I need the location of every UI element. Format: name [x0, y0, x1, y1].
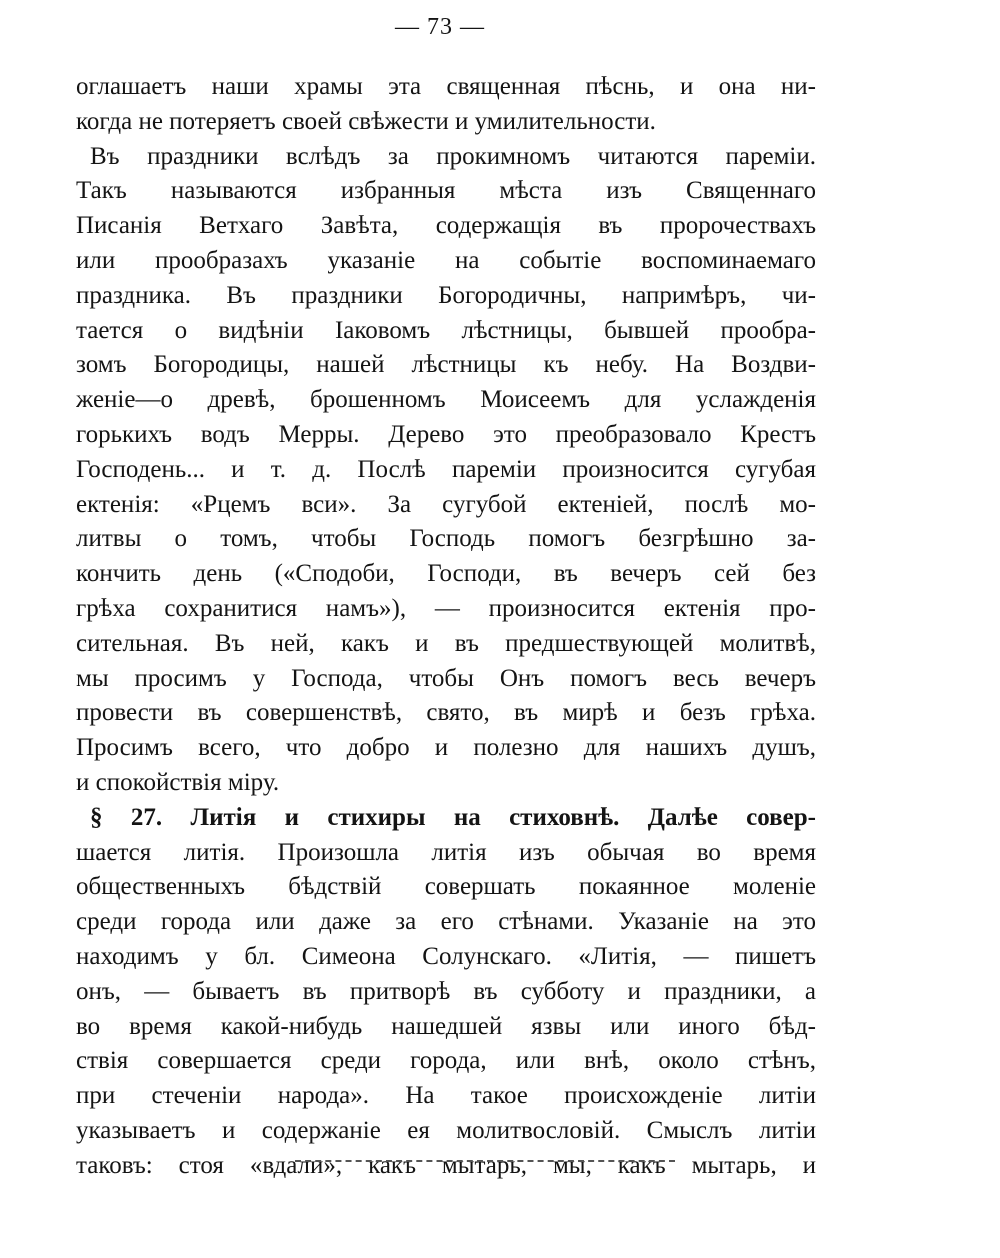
text-line: или прообразахъ указаніе на событіе воспоминаемаго [76, 246, 816, 274]
text-line: провести въ совершенствѣ, свято, въ мирѣ и безъ грѣха. [76, 699, 816, 727]
text-line: грѣха сохранитися намъ»), — произносится ектенія про- [76, 594, 816, 622]
text-line: зомъ Богородицы, нашей лѣстницы къ небу. На Воздви- [76, 351, 816, 379]
text-line: и спокойствія міру. [76, 768, 280, 796]
text-line: указываетъ и содержаніе ея молитвословій. Смыслъ литіи [76, 1116, 816, 1144]
text-line: кончить день («Сподоби, Господи, въ вечеръ сей без [76, 560, 816, 588]
section-heading-line: § 27. Литія и стихиры на стиховнѣ. Далѣе совер- [90, 803, 816, 831]
text-line: горькихъ водъ Мерры. Дерево это преобразовало Крестъ [76, 420, 816, 448]
text-line: находимъ у бл. Симеона Солунскаго. «Литія, — пишетъ [76, 942, 816, 970]
bottom-divider [295, 1160, 675, 1162]
text-line: Просимъ всего, что добро и полезно для нашихъ душъ, [76, 734, 816, 762]
text-line: во время какой-нибудь нашедшей язвы или иного бѣд- [76, 1012, 816, 1040]
text-line: онъ, — бываетъ въ притворѣ въ субботу и праздники, а [76, 977, 816, 1005]
text-line: оглашаетъ наши храмы эта священная пѣснь, и она ни- [76, 73, 816, 100]
text-line: когда не потеряетъ своей свѣжести и умилительности. [76, 107, 656, 135]
text-line: Такъ называются избранныя мѣста изъ Священнаго [76, 177, 816, 205]
text-line: общественныхъ бѣдствій совершать покаянное моленіе [76, 873, 816, 901]
text-line: тается о видѣніи Іаковомъ лѣстницы, бывшей прообра- [76, 316, 816, 344]
text-line: сительная. Въ ней, какъ и въ предшествующей молитвѣ, [76, 629, 816, 657]
paragraph-start-line: Въ праздники вслѣдъ за прокимномъ читаются пареміи. [90, 142, 816, 170]
text-line: женіе—о древѣ, брошенномъ Моисеемъ для услажденія [76, 386, 816, 414]
text-line: праздника. Въ праздники Богородичны, напримѣръ, чи- [76, 281, 816, 309]
text-line: Господень... и т. д. Послѣ пареміи произносится сугубая [76, 455, 816, 483]
text-line: шается литія. Произошла литія изъ обычая во время [76, 838, 816, 866]
text-line: среди города или даже за его стѣнами. Указаніе на это [76, 908, 816, 936]
page-number: — 73 — [395, 14, 485, 40]
text-line: Писанія Ветхаго Завѣта, содержащія въ пророчествахъ [76, 212, 816, 240]
text-line: ектенія: «Рцемъ вси». За сугубой ектеніей, послѣ мо- [76, 490, 816, 518]
text-line: таковъ: стоя «вдали», какъ мытарь, мы, какъ мытарь, и [76, 1151, 816, 1179]
text-line: при стеченіи народа». На такое происхожденіе литіи [76, 1082, 816, 1110]
text-line: литвы о томъ, чтобы Господь помогъ безгрѣшно за- [76, 525, 816, 553]
body-text [76, 70, 816, 1184]
text-line: мы просимъ у Господа, чтобы Онъ помогъ весь вечеръ [76, 664, 816, 692]
text-line: ствія совершается среди города, или внѣ, около стѣнъ, [76, 1047, 816, 1075]
